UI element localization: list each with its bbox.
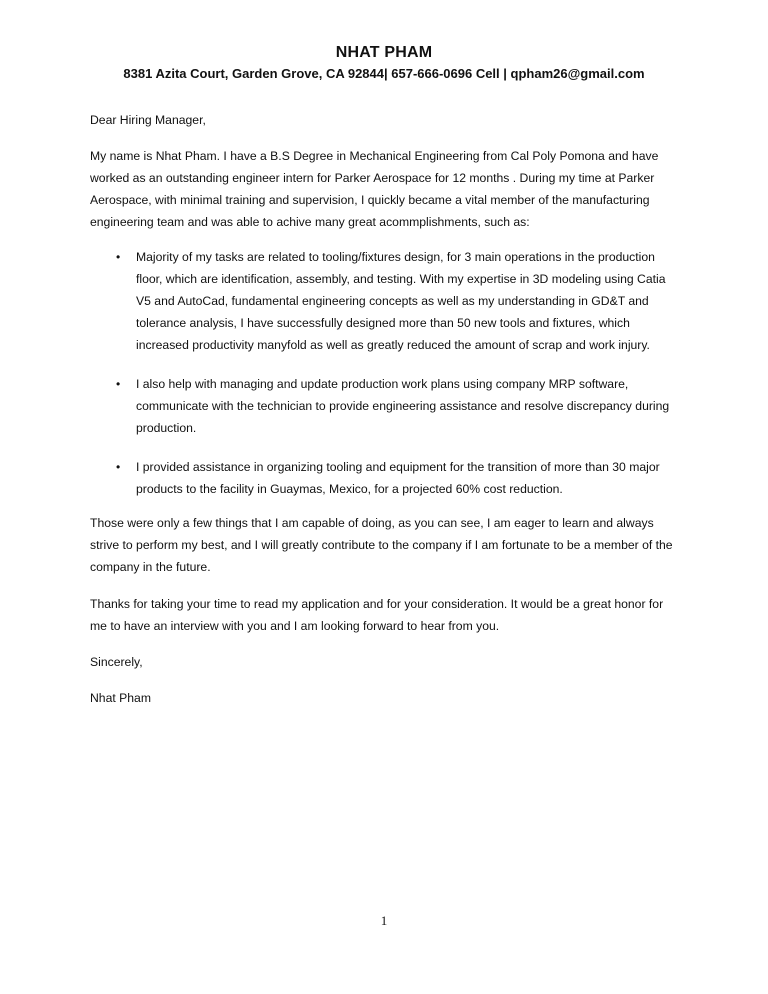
list-item xyxy=(90,456,682,500)
bullet-icon: • xyxy=(116,377,121,391)
closing-paragraph-1: Those were only a few things that I am capable of doing, as you can see, I am eager to learn and always strive to perform my best, and I will greatly contribute to the company if I am fortunate to be a member of the company in the future. xyxy=(90,516,673,574)
closing-salutation: Sincerely, xyxy=(90,655,143,669)
bullet-text: I also help with managing and update production work plans using company MRP software, communicate with the technician to provide engineering assistance and resolve discrepancy during production. xyxy=(136,377,670,435)
applicant-name: NHAT PHAM xyxy=(335,44,433,61)
bullet-icon: • xyxy=(116,250,121,264)
intro-paragraph: My name is Nhat Pham. I have a B.S Degree in Mechanical Engineering from Cal Poly Pomona and have worked as an outstanding engineer intern for Parker Aerospace for 12 months . During my time at Parker Aerospace, with minimal training and supervision, I quickly became a vital member of the manufacturing engineering team and was able to achive many great acommplishments, such as: xyxy=(90,149,659,229)
page-number: 1 xyxy=(380,913,388,928)
list-item xyxy=(90,246,682,356)
list-item xyxy=(90,373,682,439)
signature-name: Nhat Pham xyxy=(90,691,151,705)
accomplishments-list xyxy=(90,246,682,517)
bullet-text: Majority of my tasks are related to tooling/fixtures design, for 3 main operations in the production floor, which are identification, assembly, and testing. With my expertise in 3D modeling using Catia V5 and AutoCad, fundamental engineering concepts as well as my understanding in GD&T and tolerance analysis, I have successfully designed more than 50 new tools and fixtures, which increased productivity manyfold as well as greatly reduced the amount of scrap and work injury. xyxy=(136,250,666,352)
bullet-text: I provided assistance in organizing tooling and equipment for the transition of more than 30 major products to the facility in Guaymas, Mexico, for a projected 60% cost reduction. xyxy=(136,460,660,496)
bullet-icon: • xyxy=(116,460,121,474)
closing-paragraph-2: Thanks for taking your time to read my application and for your consideration. It would be a great honor for me to have an interview with you and I am looking forward to hear from you. xyxy=(90,597,664,633)
contact-line: 8381 Azita Court, Garden Grove, CA 92844| 657-666-0696 Cell | qpham26@gmail.com xyxy=(123,66,645,81)
greeting: Dear Hiring Manager, xyxy=(90,113,206,127)
